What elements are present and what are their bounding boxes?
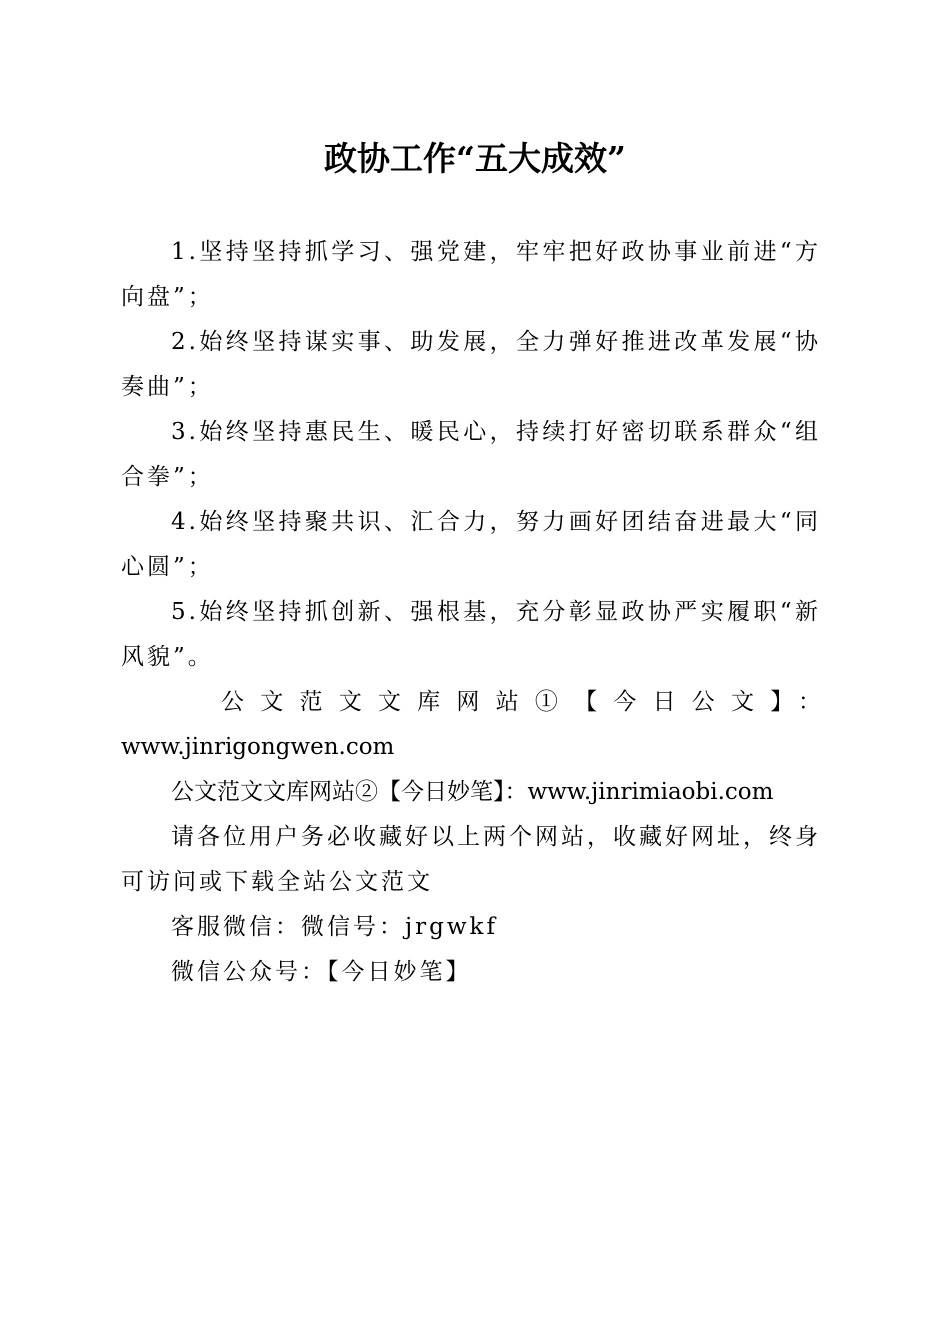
wechat-service: 客服微信：微信号：jrgwkf (171, 914, 498, 940)
notice-text: 请各位用户务必收藏好以上两个网站，收藏好网址，终身可访问或下载全站公文范文 (121, 824, 821, 895)
document-body (121, 230, 821, 995)
wechat-account: 微信公众号：【今日妙笔】 (171, 959, 472, 985)
list-item: 4.始终坚持聚共识、汇合力，努力画好团结奋进最大“同心圆”； (121, 509, 821, 580)
list-item: 5.始终坚持抓创新、强根基，充分彰显政协严实履职“新风貌”。 (121, 599, 821, 670)
site1-url: www.jinrigongwen.com (121, 734, 395, 760)
site2-line: 公文范文文库网站②【今日妙笔】：www.jinrimiaobi.com (171, 779, 774, 805)
site1-paragraph (121, 680, 821, 770)
list-item: 3.始终坚持惠民生、暖民心，持续打好密切联系群众“组合拳”； (121, 419, 821, 490)
list-item: 2.始终坚持谋实事、助发展，全力弹好推进改革发展“协奏曲”； (121, 329, 821, 400)
list-item: 1.坚持坚持抓学习、强党建，牢牢把好政协事业前进“方向盘”； (121, 239, 821, 310)
document-title: 政协工作“五大成效” (324, 139, 626, 178)
site1-label: 公文范文文库网站①【今日公文】： (221, 689, 821, 715)
